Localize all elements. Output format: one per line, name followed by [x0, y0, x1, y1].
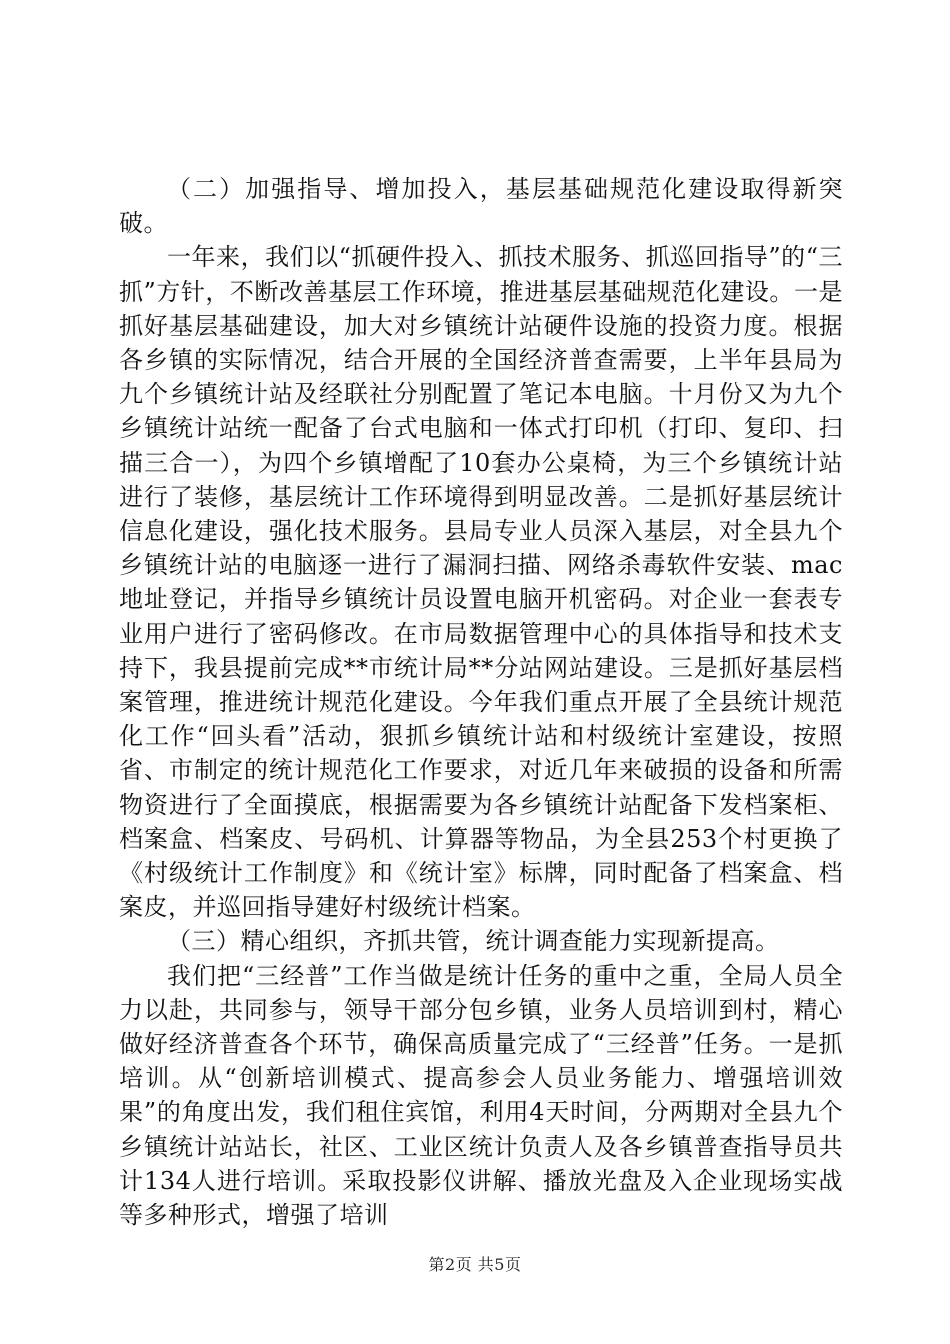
- document-body: [119, 172, 843, 1232]
- page-number-footer: 第2页 共5页: [428, 1255, 522, 1274]
- body-paragraph: 我们把“三经普”工作当做是统计任务的重中之重，全局人员全力以赴，共同参与，领导干部分包乡镇，业务人员培训到村，精心做好经济普查各个环节，确保高质量完成了“三经普”任务。一是抓培训。从“创新培训模式、提高参会人员业务能力、增强培训效果”的角度出发，我们租住宾馆，利用4天时间，分两期对全县九个乡镇统计站站长，社区、工业区统计负责人及各乡镇普查指导员共计134人进行培训。采取投影仪讲解、播放光盘及入企业现场实战等多种形式，增强了培训: [119, 961, 843, 1230]
- section-heading-2: （二）加强指导、增加投入，基层基础规范化建设取得新突破。: [119, 175, 843, 238]
- section-heading-3: （三）精心组织，齐抓共管，统计调查能力实现新提高。: [167, 927, 780, 956]
- body-paragraph: 一年来，我们以“抓硬件投入、抓技术服务、抓巡回指导”的“三抓”方针，不断改善基层工作环境，推进基层基础规范化建设。一是抓好基层基础建设，加大对乡镇统计站硬件设施的投资力度。根据各乡镇的实际情况，结合开展的全国经济普查需要，上半年县局为九个乡镇统计站及经联社分别配置了笔记本电脑。十月份又为九个乡镇统计站统一配备了台式电脑和一体式打印机（打印、复印、扫描三合一），为四个乡镇增配了10套办公桌椅，为三个乡镇统计站进行了装修，基层统计工作环境得到明显改善。二是抓好基层统计信息化建设，强化技术服务。县局专业人员深入基层，对全县九个乡镇统计站的电脑逐一进行了漏洞扫描、网络杀毒软件安装、mac地址登记，并指导乡镇统计员设置电脑开机密码。对企业一套表专业用户进行了密码修改。在市局数据管理中心的具体指导和技术支持下，我县提前完成**市统计局**分站网站建设。三是抓好基层档案管理，推进统计规范化建设。今年我们重点开展了全县统计规范化工作“回头看”活动，狠抓乡镇统计站和村级统计室建设，按照省、市制定的统计规范化工作要求，对近几年来破损的设备和所需物资进行了全面摸底，根据需要为各乡镇统计站配备下发档案柜、档案盒、档案皮、号码机、计算器等物品，为全县253个村更换了《村级统计工作制度》和《统计室》标牌，同时配备了档案盒、档案皮，并巡回指导建好村级统计档案。: [119, 243, 843, 922]
